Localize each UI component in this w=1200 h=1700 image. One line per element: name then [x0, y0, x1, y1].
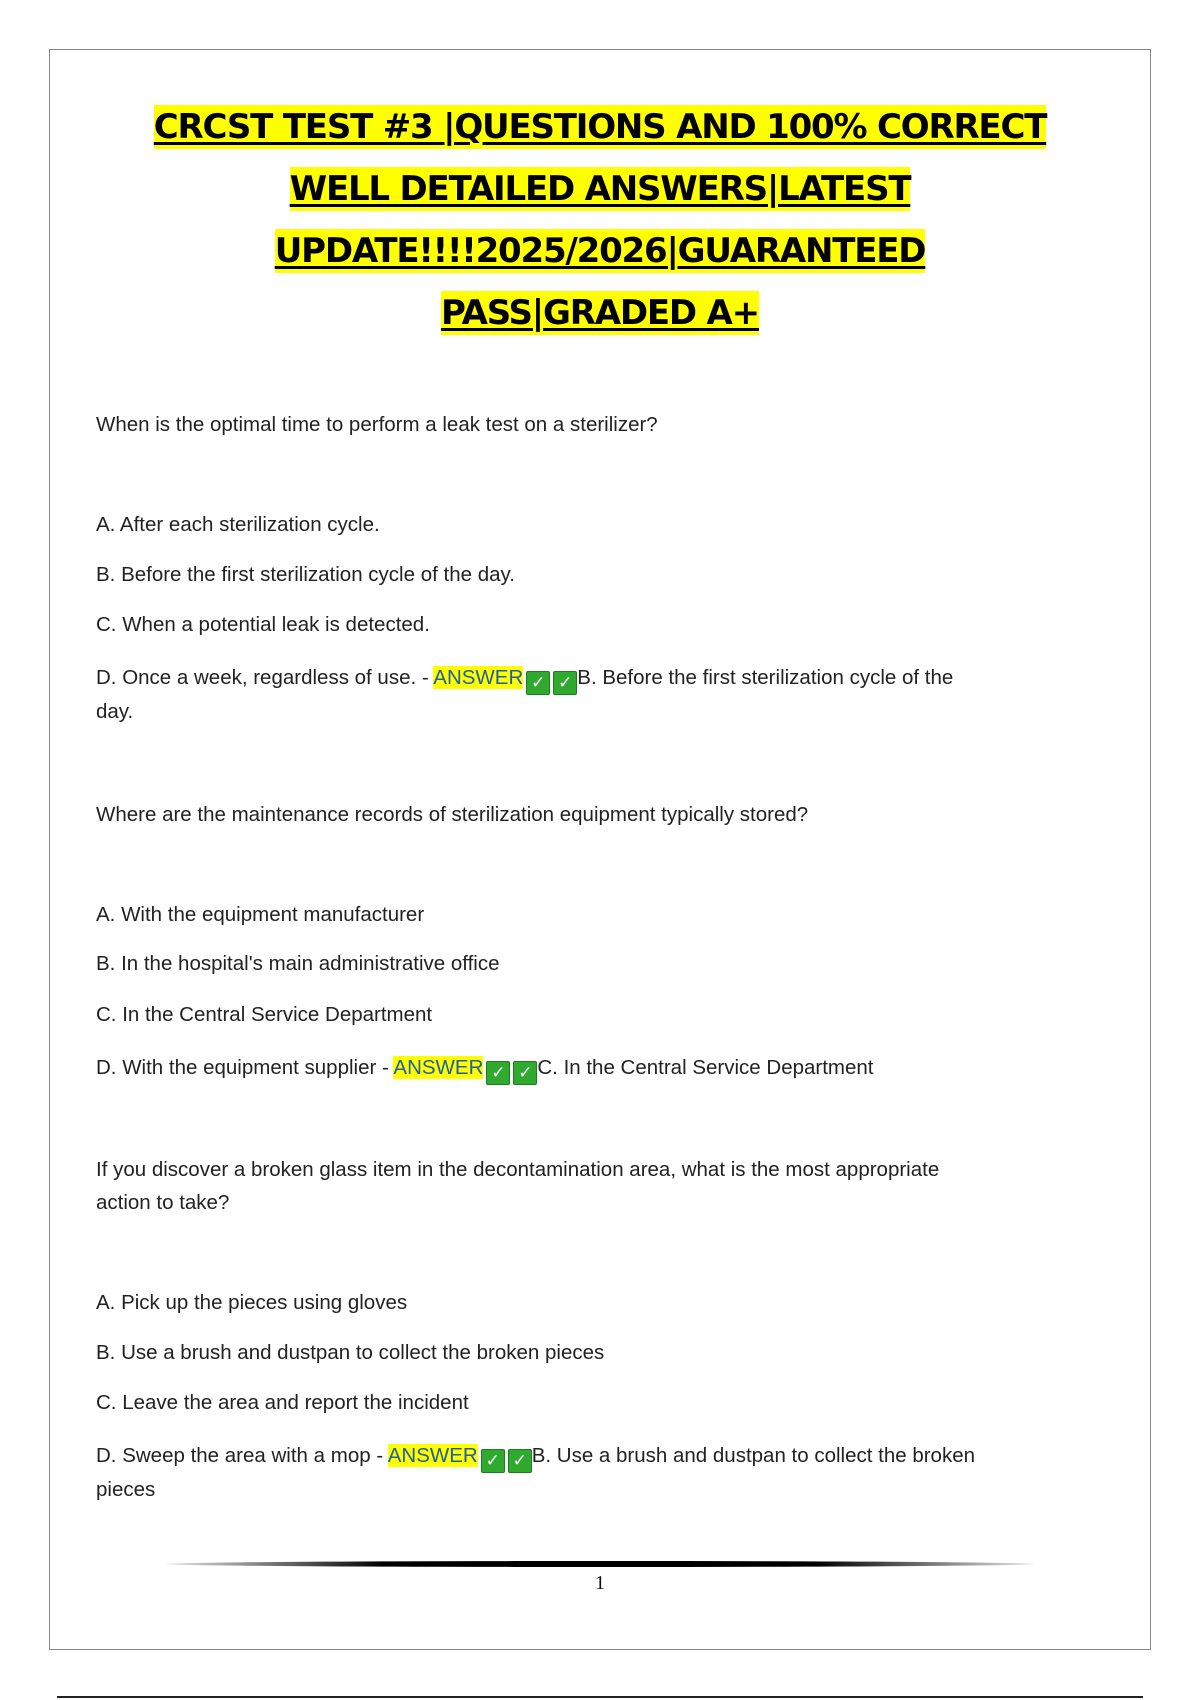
- question-3-option-d: D. Sweep the area with a mop -: [96, 1444, 388, 1467]
- question-3-option-c: C. Leave the area and report the incident: [96, 1391, 469, 1414]
- check-icon: ✓: [508, 1449, 532, 1473]
- question-3-option-d-line: [96, 1439, 996, 1506]
- question-2-option-d-line: [96, 1051, 996, 1085]
- question-1-option-d: D. Once a week, regardless of use. -: [96, 666, 434, 689]
- title-line-1: CRCST TEST #3 |QUESTIONS AND 100% CORRECT: [153, 107, 1047, 147]
- answer-tag: ANSWER: [433, 666, 524, 689]
- question-2-option-d: D. With the equipment supplier -: [96, 1056, 394, 1079]
- question-1-answer: B. Before the first sterilization cycle of the day.: [96, 666, 954, 723]
- question-3-option-a: A. Pick up the pieces using gloves: [96, 1291, 408, 1314]
- question-1-prompt: When is the optimal time to perform a leak test on a sterilizer?: [96, 413, 658, 436]
- title-line-3: UPDATE!!!!2025/2026|GUARANTEED: [274, 231, 926, 271]
- question-3-prompt: If you discover a broken glass item in the decontamination area, what is the most appropriate action to take?: [96, 1158, 940, 1214]
- question-2-option-b: B. In the hospital's main administrative office: [96, 952, 500, 975]
- question-3-option-b: B. Use a brush and dustpan to collect the broken pieces: [96, 1341, 605, 1364]
- answer-tag: ANSWER: [387, 1444, 478, 1467]
- next-page-edge: [57, 1696, 1143, 1698]
- question-3-answer: B. Use a brush and dustpan to collect the broken pieces: [96, 1444, 976, 1501]
- page-number: 1: [595, 1572, 605, 1594]
- question-2-option-a: A. With the equipment manufacturer: [96, 903, 425, 926]
- question-2-answer: C. In the Central Service Department: [537, 1056, 874, 1079]
- title-line-2: WELL DETAILED ANSWERS|LATEST: [289, 169, 911, 209]
- check-icon: ✓: [526, 671, 550, 695]
- check-icon: ✓: [553, 671, 577, 695]
- question-1-option-b: B. Before the first sterilization cycle of the day.: [96, 563, 515, 586]
- question-2-option-c: C. In the Central Service Department: [96, 1003, 433, 1026]
- question-1-option-d-line: [96, 661, 996, 728]
- check-icon: ✓: [481, 1449, 505, 1473]
- question-1-option-c: C. When a potential leak is detected.: [96, 613, 430, 636]
- question-2-prompt: Where are the maintenance records of sterilization equipment typically stored?: [96, 803, 809, 826]
- check-icon: ✓: [513, 1061, 537, 1085]
- title-line-4: PASS|GRADED A+: [441, 293, 759, 333]
- document-title: [60, 96, 1140, 344]
- question-1-option-a: A. After each sterilization cycle.: [96, 513, 380, 536]
- answer-tag: ANSWER: [393, 1056, 484, 1079]
- footer-divider: [166, 1561, 1034, 1567]
- check-icon: ✓: [486, 1061, 510, 1085]
